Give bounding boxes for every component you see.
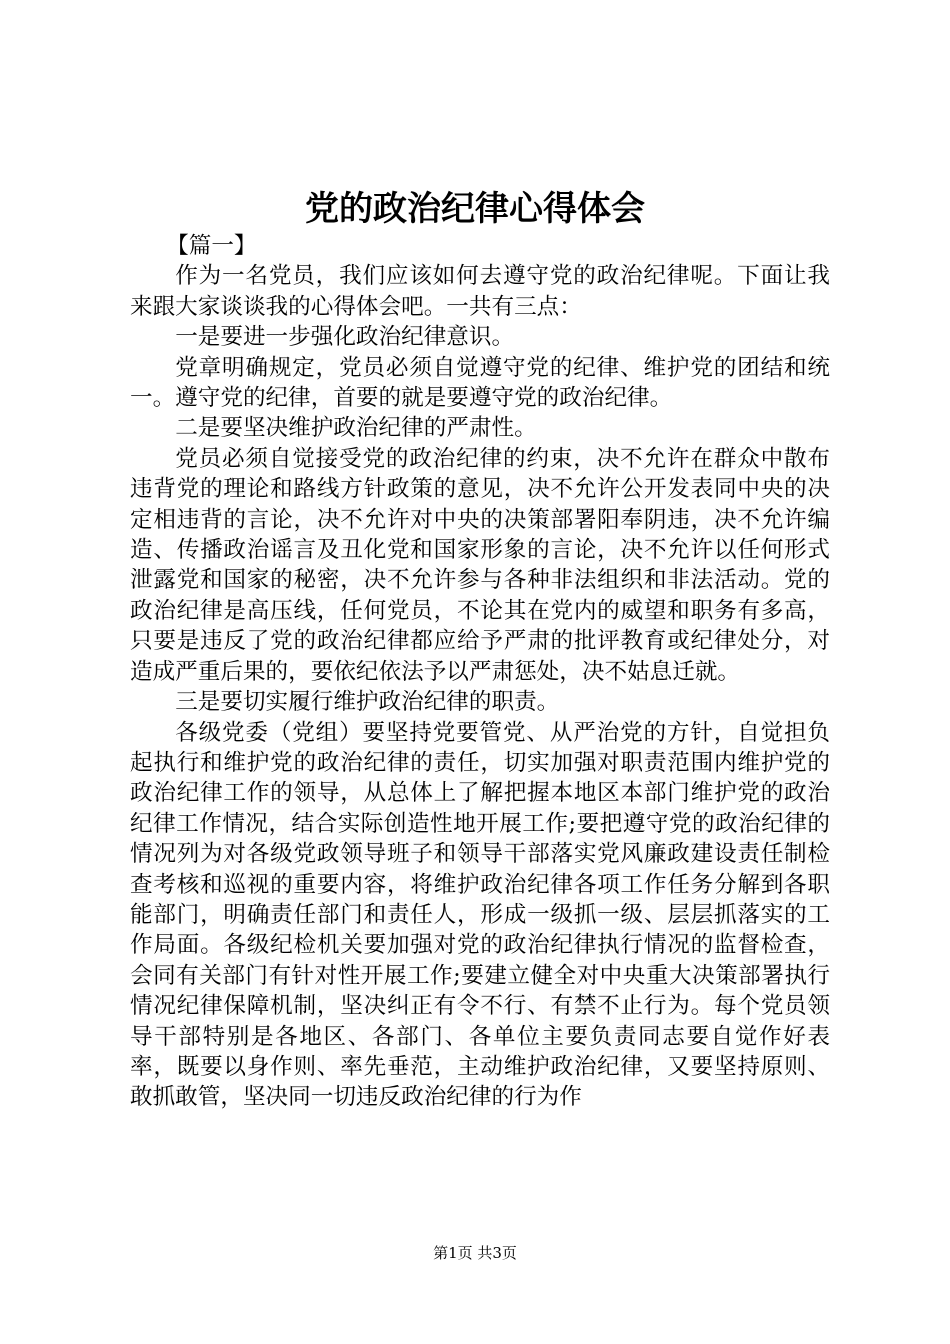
paragraph-point-three-body: 各级党委（党组）要坚持党要管党、从严治党的方针，自觉担负起执行和维护党的政治纪律的责任，切实加强对职责范围内维护党的政治纪律工作的领导，从总体上了解把握本地区本部门维护党的政治纪律工作情况，结合实际创造性地开展工作;要把遵守党的政治纪律的情况列为对各级党政领导班子和领导干部落实党风廉政建设责任制检查考核和巡视的重要内容，将维护政治纪律各项工作任务分解到各职能部门，明确责任部门和责任人，形成一级抓一级、层层抓落实的工作局面。各级纪检机关要加强对党的政治纪律执行情况的监督检查，会同有关部门有针对性开展工作;要建立健全对中央重大决策部署执行情况纪律保障机制，坚决纠正有令不行、有禁不止行为。每个党员领导干部特别是各地区、各部门、各单位主要负责同志要自觉作好表率，既要以身作则、率先垂范，主动维护政治纪律，又要坚持原则、敢抓敢管，坚决同一切违反政治纪律的行为作 <box>130 719 830 1111</box>
document-body <box>130 231 830 1113</box>
paragraph-point-one-body: 党章明确规定，党员必须自觉遵守党的纪律、维护党的团结和统一。遵守党的纪律，首要的就是要遵守党的政治纪律。 <box>130 354 830 412</box>
paragraph-intro: 作为一名党员，我们应该如何去遵守党的政治纪律呢。下面让我来跟大家谈谈我的心得体会吧。一共有三点： <box>130 263 830 320</box>
paragraph-point-one-heading: 一是要进一步强化政治纪律意识。 <box>175 324 515 351</box>
document-title: 党的政治纪律心得体会 <box>305 189 645 229</box>
section-label: 【篇一】 <box>166 233 257 259</box>
page-footer: 第1页 共3页 <box>433 1244 517 1262</box>
paragraph-point-two-body: 党员必须自觉接受党的政治纪律的约束，决不允许在群众中散布违背党的理论和路线方针政策的意见，决不允许公开发表同中央的决定相违背的言论，决不允许对中央的决策部署阳奉阴违，决不允许编造、传播政治谣言及丑化党和国家形象的言论，决不允许以任何形式泄露党和国家的秘密，决不允许参与各种非法组织和非法活动。党的政治纪律是高压线，任何党员，不论其在党内的威望和职务有多高，只要是违反了党的政治纪律都应给予严肃的批评教育或纪律处分，对造成严重后果的，要依纪依法予以严肃惩处，决不姑息迁就。 <box>130 445 830 685</box>
paragraph-point-three-heading: 三是要切实履行维护政治纪律的职责。 <box>175 689 560 716</box>
paragraph-point-two-heading: 二是要坚决维护政治纪律的严肃性。 <box>175 415 537 442</box>
